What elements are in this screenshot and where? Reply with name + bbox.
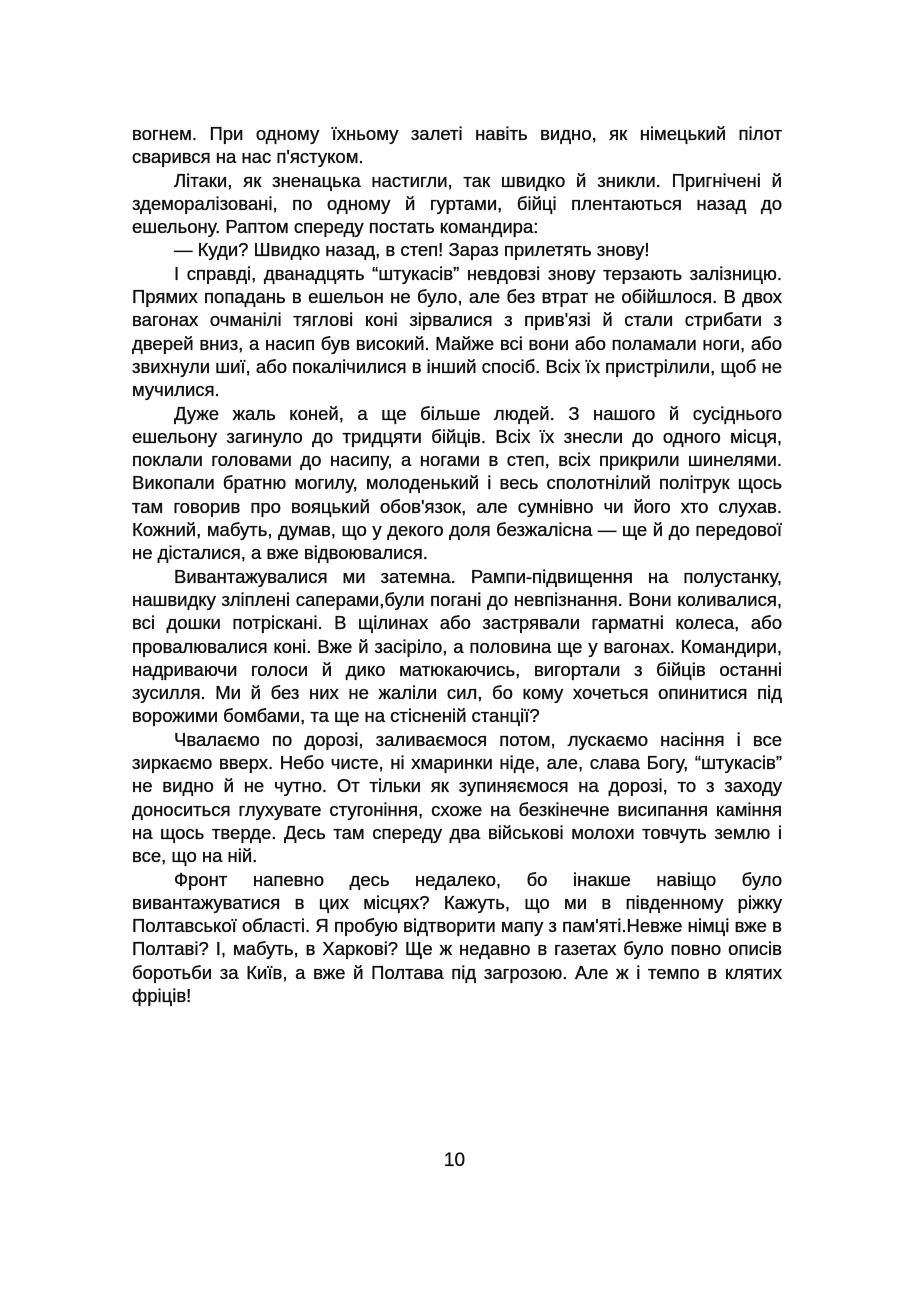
paragraph-7: Чвалаємо по дорозі, заливаємося потом, лускаємо насіння і все зиркаємо вверх. Небо чисте, ні хмаринки ніде, але, слава Богу, “штукасів” не видно й не чутно. От тільки як зупиняємося на дорозі, то з заходу доноситься глухувате стугоніння, схоже на безкінечне висипання каміння на щось тверде. Десь там спереду два військові молохи товчуть землю і все, що на ній. — [132, 728, 782, 867]
paragraph-5: Дуже жаль коней, а ще більше людей. З нашого й сусіднього ешельону загинуло до тридцяти бійців. Всіх їх знесли до одного місця, поклали головами до насипу, а ногами в степ, всіх прикрили шинелями. Викопали братню могилу, молоденький і весь сполотнілий політрук щось там говорив про вояцький обов'язок, але сумнівно чи його хто слухав. Кожний, мабуть, думав, що у декого доля безжалісна — ще й до передової не дісталися, а вже відвоювалися. — [132, 402, 782, 564]
page-number: 10 — [443, 1150, 466, 1171]
paragraph-2: Літаки, як зненацька настигли, так швидко й зникли. Пригнічені й здеморалізовані, по одному й гуртами, бійці плентаються назад до ешельону. Раптом спереду постать командира: — [132, 169, 782, 238]
paragraph-6: Вивантажувалися ми затемна. Рампи-підвищення на полустанку, нашвидку зліплені саперами,були погані до невпізнання. Вони коливалися, всі дошки потріскані. В щілинах або застрявали гарматні колеса, або провалювалися коні. Вже й засіріло, а половина ще у вагонах. Командири, надриваючи голоси й дико матюкаючись, вигортали з бійців останні зусилля. Ми й без них не жаліли сил, бо кому хочеться опинитися під ворожими бомбами, та ще на стісненій станції? — [132, 565, 782, 727]
paragraph-8: Фронт напевно десь недалеко, бо інакше навіщо було вивантажуватися в цих місцях? Кажуть, що ми в південному ріжку Полтавської області. Я пробую відтворити мапу з пам'яті.Невже німці вже в Полтаві? І, мабуть, в Харкові? Ще ж недавно в газетах було повно описів боротьби за Київ, а вже й Полтава під загрозою. Але ж і темпо в клятих фріців! — [132, 868, 782, 1006]
body-text — [132, 122, 782, 1007]
paragraph-3: — Куди? Швидко назад, в степ! Зараз прилетять знову! — [174, 239, 650, 261]
paragraph-1: вогнем. При одному їхньому залеті навіть видно, як німецький пілот сварився на нас п'ястуком. — [132, 123, 782, 168]
paragraph-4: І справді, дванадцять “штукасів” невдовзі знову терзають залізницю. Прямих попадань в ешельон не було, але без втрат не обійшлося. В двох вагонах очманілі тяглові коні зірвалися з прив'язі й стали стрибати з дверей вниз, а насип був високий. Майже всі вони або поламали ноги, або звихнули шиї, або покалічилися в інший спосіб. Всіх їх пристрілили, щоб не мучилися. — [132, 262, 782, 401]
